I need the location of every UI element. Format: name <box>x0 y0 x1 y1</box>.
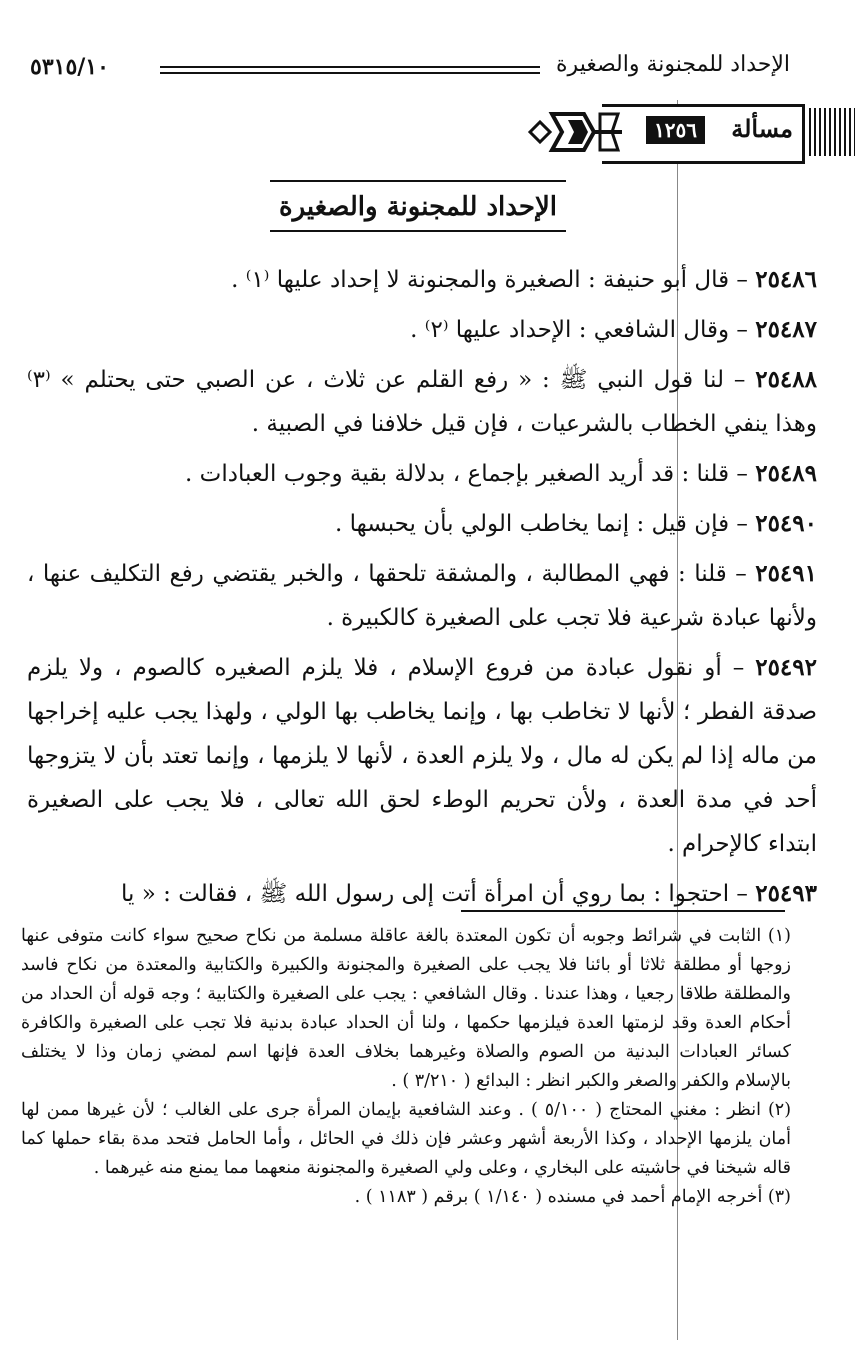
header-rule-secondary <box>160 72 540 74</box>
paragraph-number: ٢٥٤٩١ <box>755 560 817 587</box>
paragraph-25492 <box>27 646 817 866</box>
title-rule-bottom <box>270 230 566 232</box>
paragraph-25486 <box>27 258 817 302</box>
paragraph-number: ٢٥٤٨٨ <box>755 366 817 393</box>
masala-label: مسألة <box>731 114 793 143</box>
footnote-1: (١) الثابت في شرائط وجوبه أن تكون المعتدة بالغة عاقلة مسلمة من نكاح صحيح سواء كانت متوفى عنها زوجها أو مطلقة ثلاثا أو بائنا فلا يجب على الصغيرة والمجنونة والكبيرة والكتابية والمعتدة من نكاح فاسد والمطلقة طلاقا رجعيا ، وهذا عندنا . وقال الشافعي : يجب على الصغيرة والكتابية ؛ وجه قوله أن الحداد من أحكام العدة وقد لزمتها العدة فيلزمها حكمها ، ولنا أن الحداد عبادة بدنية فلا تجب على الصغيرة والكافرة كسائر العبادات البدنية من الصوم والصلاة وغيرهما بخلاف العدة فإنها اسم لمضي زمان وذا لا يختلف بالإسلام والكفر والصغر والكبر انظر : البدائع ( ٣/٢١٠ ) . <box>21 926 791 1091</box>
masala-banner <box>522 104 855 162</box>
paragraph-25488 <box>27 358 817 446</box>
chapter-title-block <box>270 180 566 232</box>
paragraph-number: ٢٥٤٩٠ <box>755 510 817 537</box>
footnote-3: (٣) أخرجه الإمام أحمد في مسنده ( ١/١٤٠ ) برقم ( ١١٨٣ ) . <box>354 1187 791 1207</box>
header-rule <box>160 66 540 68</box>
paragraph-text: – وقال الشافعي : الإحداد عليها ⁽٢⁾ . <box>410 317 756 343</box>
footnote-2: (٢) انظر : مغني المحتاج ( ٥/١٠٠ ) . وعند الشافعية بإيمان المرأة جرى على الغالب ؛ لأن غيرها ممن لها أمان يلزمها الإحداد ، وكذا الأربعة أشهر وعشر فإن ذلك في الحائل ، وأما الحامل فتحد مدة بقاء حملها كما قاله شيخنا في حاشيته على البخاري ، وعلى ولي الصغيرة والمجنونة منعهما مما يمنع منه غيرهما . <box>21 1100 792 1178</box>
paragraph-number: ٢٥٤٨٩ <box>755 460 817 487</box>
paragraph-text: – قلنا : فهي المطالبة ، والمشقة تلحقها ، والخبر يقتضي رفع التكليف عنها ، ولأنها عبادة شرعية فلا تجب على الصغيرة كالكبيرة . <box>27 561 817 631</box>
paragraph-25487 <box>27 308 817 352</box>
paragraph-number: ٢٥٤٩٣ <box>755 880 817 907</box>
paragraph-number: ٢٥٤٩٢ <box>755 654 817 681</box>
paragraph-number: ٢٥٤٨٦ <box>755 266 817 293</box>
running-header <box>30 52 790 92</box>
paragraph-text: – فإن قيل : إنما يخاطب الولي بأن يحبسها . <box>334 511 756 537</box>
banner-bars-ornament <box>809 108 855 156</box>
paragraph-25491 <box>27 552 817 640</box>
paragraph-text: – أو نقول عبادة من فروع الإسلام ، فلا يلزم الصغيره كالصوم ، ولا يلزم صدقة الفطر ؛ لأنها لا تخاطب بها ، وإنما يخاطب بها الولي ، ولهذا يجب عليه إخراجها من ماله إذا لم يكن له مال ، ولا يلزم العدة ، لأنها لا يلزمها ، وإنما تعتد بأن لا يتزوجها أحد في مدة العدة ، ولأن تحريم الوطء لحق الله تعالى ، فلا يجب على الصغيرة ابتداء كالإحرام . <box>27 655 817 857</box>
footnotes <box>21 922 791 1212</box>
paragraph-text: – احتجوا : بما روي أن امرأة أتت إلى رسول الله ﷺ ، فقالت : « يا <box>121 881 756 907</box>
footnote-separator <box>461 910 785 912</box>
chapter-title: الإحداد للمجنونة والصغيرة <box>278 192 558 222</box>
paragraph-number: ٢٥٤٨٧ <box>755 316 817 343</box>
header-title: الإحداد للمجنونة والصغيرة <box>556 52 790 77</box>
paragraph-text: – قلنا : قد أريد الصغير بإجماع ، بدلالة بقية وجوب العبادات . <box>185 461 756 487</box>
banner-ornament-icon <box>522 110 622 154</box>
paragraph-25490 <box>27 502 817 546</box>
header-reference: ٥٣١٥/١٠ <box>30 54 109 80</box>
main-text <box>27 258 817 922</box>
paragraph-text: – قال أبو حنيفة : الصغيرة والمجنونة لا إحداد عليها ⁽١⁾ . <box>231 267 756 293</box>
masala-number: ١٢٥٦ <box>646 116 705 144</box>
paragraph-text: – لنا قول النبي ﷺ : « رفع القلم عن ثلاث ، عن الصبي حتى يحتلم » ⁽٣⁾ وهذا ينفي الخطاب بالشرعيات ، فإن قيل خلافنا في الصبية . <box>27 367 817 437</box>
paragraph-25489 <box>27 452 817 496</box>
